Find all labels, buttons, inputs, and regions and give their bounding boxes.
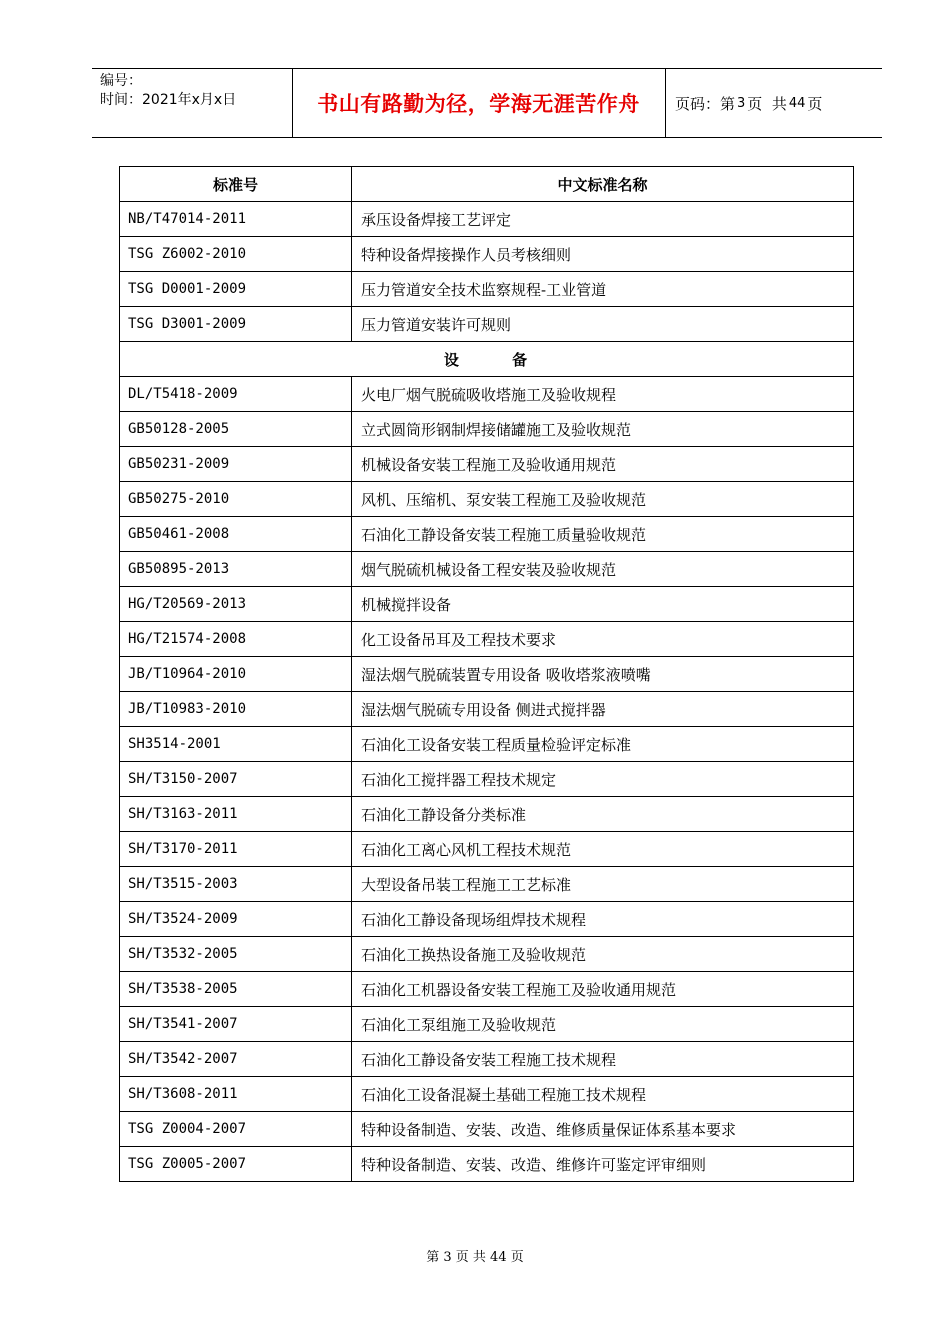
standard-name: 湿法烟气脱硫专用设备 侧进式搅拌器 bbox=[352, 692, 854, 727]
page-total: 44 bbox=[788, 95, 806, 111]
standard-code: HG/T21574-2008 bbox=[120, 622, 352, 657]
table-row bbox=[120, 692, 854, 727]
standard-name: 火电厂烟气脱硫吸收塔施工及验收规程 bbox=[352, 377, 854, 412]
table-row bbox=[120, 482, 854, 517]
standard-name: 立式圆筒形钢制焊接储罐施工及验收规范 bbox=[352, 412, 854, 447]
section-row bbox=[120, 342, 854, 377]
standard-name: 机械设备安装工程施工及验收通用规范 bbox=[352, 447, 854, 482]
standard-code: SH/T3608-2011 bbox=[120, 1077, 352, 1112]
standard-code: TSG D0001-2009 bbox=[120, 272, 352, 307]
standard-name: 石油化工搅拌器工程技术规定 bbox=[352, 762, 854, 797]
standard-name: 特种设备焊接操作人员考核细则 bbox=[352, 237, 854, 272]
standard-name: 化工设备吊耳及工程技术要求 bbox=[352, 622, 854, 657]
standard-name: 机械搅拌设备 bbox=[352, 587, 854, 622]
table-row bbox=[120, 307, 854, 342]
table-row bbox=[120, 1042, 854, 1077]
standard-code: JB/T10964-2010 bbox=[120, 657, 352, 692]
table-row bbox=[120, 237, 854, 272]
page-footer: 第 3 页 共 44 页 bbox=[426, 1250, 524, 1265]
table-row bbox=[120, 972, 854, 1007]
standard-code: TSG Z0005-2007 bbox=[120, 1147, 352, 1182]
standard-code: GB50461-2008 bbox=[120, 517, 352, 552]
standard-name: 石油化工设备混凝土基础工程施工技术规程 bbox=[352, 1077, 854, 1112]
time-label: 时间：2021年x月x日 bbox=[100, 92, 237, 108]
header-divider bbox=[665, 69, 666, 137]
table-row bbox=[120, 587, 854, 622]
page-mid: 页 共 bbox=[747, 94, 787, 113]
standard-code: SH/T3163-2011 bbox=[120, 797, 352, 832]
standard-name: 特种设备制造、安装、改造、维修许可鉴定评审细则 bbox=[352, 1147, 854, 1182]
table-row bbox=[120, 657, 854, 692]
standards-table bbox=[119, 166, 854, 1182]
standard-code: TSG Z0004-2007 bbox=[120, 1112, 352, 1147]
table-body bbox=[120, 202, 854, 1182]
standard-code: SH/T3515-2003 bbox=[120, 867, 352, 902]
standard-name: 大型设备吊装工程施工工艺标准 bbox=[352, 867, 854, 902]
table-row bbox=[120, 727, 854, 762]
table-row bbox=[120, 1007, 854, 1042]
standard-code: GB50275-2010 bbox=[120, 482, 352, 517]
table-row bbox=[120, 902, 854, 937]
standard-code: SH3514-2001 bbox=[120, 727, 352, 762]
table-row bbox=[120, 1147, 854, 1182]
table-row bbox=[120, 202, 854, 237]
standard-code: GB50128-2005 bbox=[120, 412, 352, 447]
section-title-cell bbox=[120, 342, 854, 377]
standard-name: 石油化工静设备安装工程施工质量验收规范 bbox=[352, 517, 854, 552]
standard-code: GB50895-2013 bbox=[120, 552, 352, 587]
standard-name: 石油化工机器设备安装工程施工及验收通用规范 bbox=[352, 972, 854, 1007]
standard-name: 特种设备制造、安装、改造、维修质量保证体系基本要求 bbox=[352, 1112, 854, 1147]
table-row bbox=[120, 937, 854, 972]
standard-name: 压力管道安全技术监察规程-工业管道 bbox=[352, 272, 854, 307]
standard-code: SH/T3532-2005 bbox=[120, 937, 352, 972]
standard-code: JB/T10983-2010 bbox=[120, 692, 352, 727]
standard-code: SH/T3538-2005 bbox=[120, 972, 352, 1007]
standard-code: SH/T3541-2007 bbox=[120, 1007, 352, 1042]
serial-label: 编号： bbox=[100, 73, 142, 89]
table-row bbox=[120, 447, 854, 482]
standard-name: 风机、压缩机、泵安装工程施工及验收规范 bbox=[352, 482, 854, 517]
standard-name: 湿法烟气脱硫装置专用设备 吸收塔浆液喷嘴 bbox=[352, 657, 854, 692]
page-prefix: 页码：第 bbox=[675, 94, 736, 113]
table-row bbox=[120, 1077, 854, 1112]
standard-code: TSG Z6002-2010 bbox=[120, 237, 352, 272]
standard-code: TSG D3001-2009 bbox=[120, 307, 352, 342]
standard-code: GB50231-2009 bbox=[120, 447, 352, 482]
standard-name: 烟气脱硫机械设备工程安装及验收规范 bbox=[352, 552, 854, 587]
table-row bbox=[120, 412, 854, 447]
table-row bbox=[120, 517, 854, 552]
page-suffix: 页 bbox=[807, 94, 823, 113]
table-row bbox=[120, 1112, 854, 1147]
standard-name: 石油化工设备安装工程质量检验评定标准 bbox=[352, 727, 854, 762]
standard-name: 石油化工静设备分类标准 bbox=[352, 797, 854, 832]
header-page-number bbox=[675, 69, 822, 137]
header-meta bbox=[100, 72, 236, 110]
standard-name: 石油化工泵组施工及验收规范 bbox=[352, 1007, 854, 1042]
standard-code: SH/T3524-2009 bbox=[120, 902, 352, 937]
table-row bbox=[120, 377, 854, 412]
standard-name: 石油化工静设备安装工程施工技术规程 bbox=[352, 1042, 854, 1077]
standard-name: 承压设备焊接工艺评定 bbox=[352, 202, 854, 237]
page-header bbox=[92, 68, 882, 138]
table-row bbox=[120, 797, 854, 832]
column-header-code: 标准号 bbox=[120, 167, 352, 202]
table-row bbox=[120, 832, 854, 867]
standard-code: SH/T3170-2011 bbox=[120, 832, 352, 867]
table-row bbox=[120, 762, 854, 797]
header-slogan: 书山有路勤为径，学海无涯苦作舟 bbox=[317, 91, 640, 116]
table-row bbox=[120, 622, 854, 657]
standard-name: 石油化工静设备现场组焊技术规程 bbox=[352, 902, 854, 937]
standard-code: NB/T47014-2011 bbox=[120, 202, 352, 237]
standard-code: HG/T20569-2013 bbox=[120, 587, 352, 622]
table-row bbox=[120, 272, 854, 307]
page-current: 3 bbox=[737, 95, 746, 111]
standard-name: 石油化工换热设备施工及验收规范 bbox=[352, 937, 854, 972]
standard-name: 压力管道安装许可规则 bbox=[352, 307, 854, 342]
table-row bbox=[120, 867, 854, 902]
standard-code: DL/T5418-2009 bbox=[120, 377, 352, 412]
standard-code: SH/T3542-2007 bbox=[120, 1042, 352, 1077]
table-header-row bbox=[120, 167, 854, 202]
standard-code: SH/T3150-2007 bbox=[120, 762, 352, 797]
table-row bbox=[120, 552, 854, 587]
standard-name: 石油化工离心风机工程技术规范 bbox=[352, 832, 854, 867]
column-header-name: 中文标准名称 bbox=[352, 167, 854, 202]
section-title: 设 备 bbox=[443, 350, 530, 369]
